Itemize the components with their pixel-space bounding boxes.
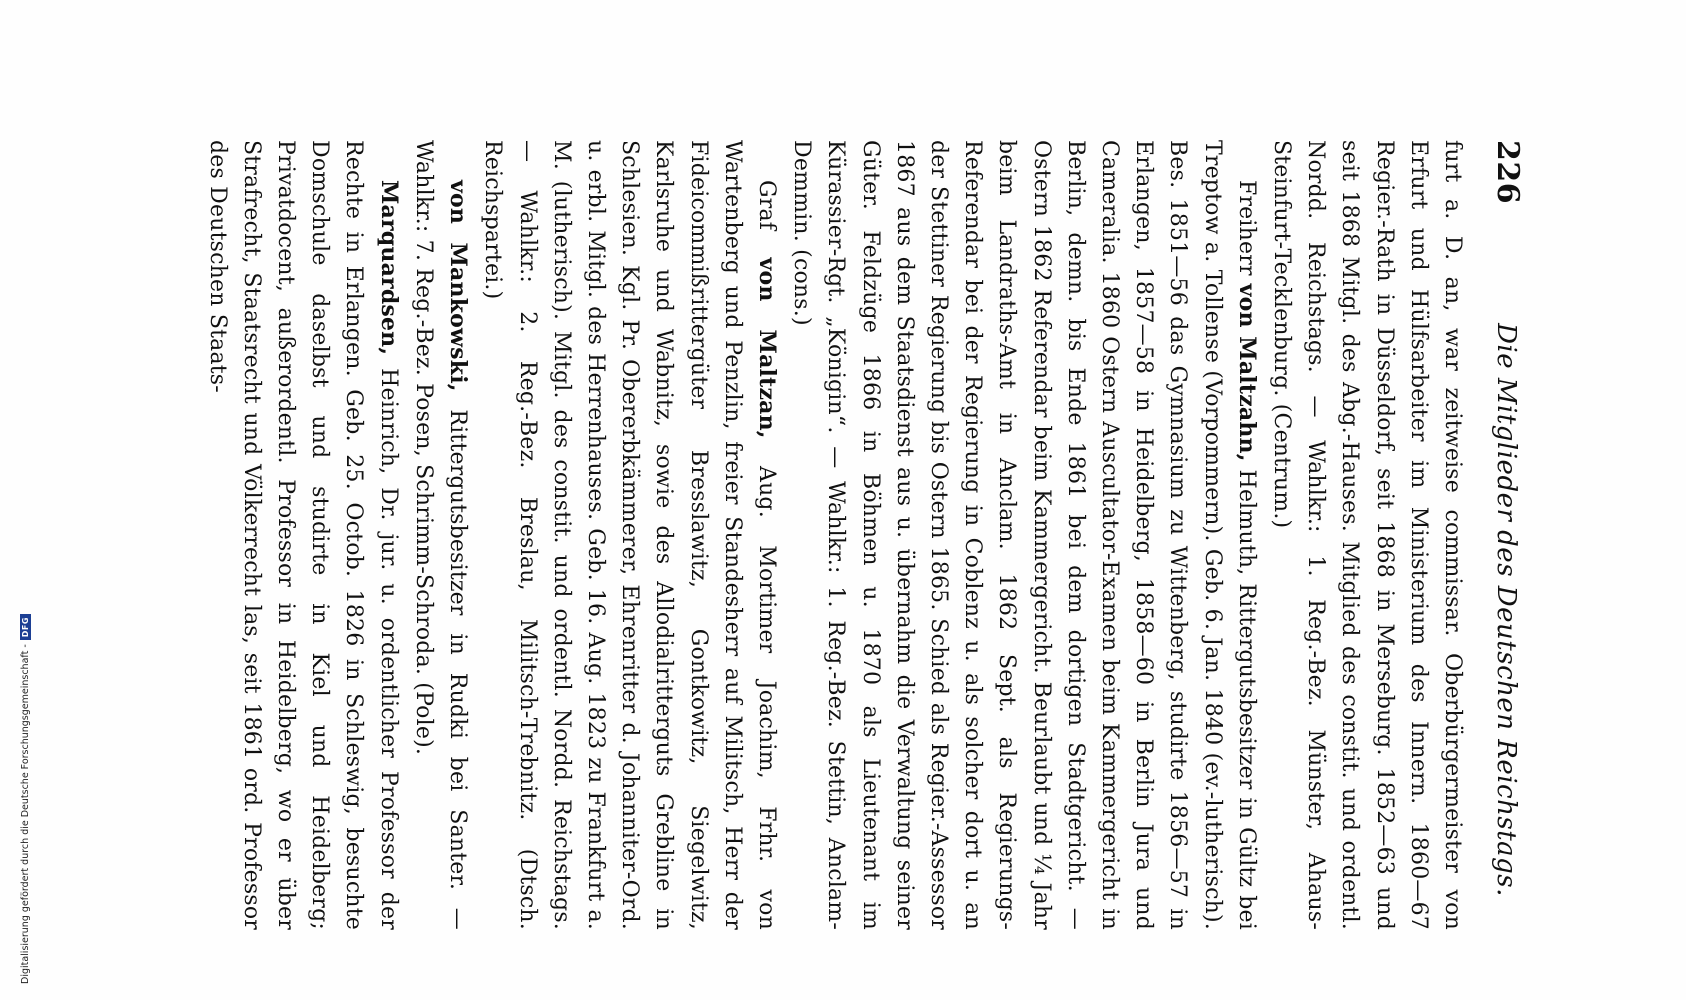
entry-mankowski [406, 140, 475, 930]
dfg-logo: DFG [20, 614, 31, 640]
entry-text: Helmuth, Rittergutsbesitzer in Gültz bei Treptow a. Tollense (Vorpommern). Geb. 6. Jan. 1840 (ev.-lutherisch). Bes. 1851—56 das Gymnasium zu Wittenberg, studirte 1856—57 in Erlangen, 1857—58 in Heidelberg, 1858—60 in Berlin Jura und Cameralia. 1860 Ostern Auscultator-Examen beim Kammergericht in Berlin, demn. bis Ende 1861 bei dem dortigen Stadtgericht. — Ostern 1862 Referendar beim Kammergericht. Beurlaubt und ¼ Jahr beim Landraths-Amt in Anclam. 1862 Sept. als Regierungs-Referendar bei der Regierung in Coblenz u. als solcher dort u. an der Stettiner Regierung bis Ostern 1865. Schied als Regier.-Assessor 1867 aus dem Staatsdienst aus u. übernahm die Verwaltung seiner Güter. Feldzüge 1866 in Böhmen u. 1870 als Lieutenant im Kürassier-Rgt. „Königin“. — Wahlkr.: 1. Reg.-Bez. Stettin, Anclam-Demmin. (cons.) [789, 140, 1259, 930]
entry-name: von Maltzan, [753, 257, 780, 439]
entry-text: Rittergutsbesitzer in Rudki bei Santer. — Wahlkr.: 7. Reg.-Bez. Posen, Schrimm-Schroda. (Pole). [410, 140, 471, 931]
credit-text: Digitalisierung gefördert durch die Deutsche Forschungsgemeinschaft - [20, 644, 31, 984]
rotated-page [204, 100, 1525, 931]
paragraph-continuation [1264, 140, 1469, 930]
entry-prefix: Graf [753, 180, 779, 258]
entry-prefix: Freiherr [1233, 180, 1259, 284]
digitization-credit [20, 614, 31, 984]
entry-text: Aug. Mortimer Joachim, Frhr. von Wartenberg und Penzlin, freier Standesherr auf Militsch, Herr der Fideicommißrittergüter Bresslawitz, Gontkowitz, Siegelwitz, Karlsruhe und Wabnitz, sowie des Allodialritterguts Grebline in Schlesien. Kgl. Pr. Obererbkämmerer, Ehrenritter d. Johanniter-Ord. u. erbl. Mitgl. des Herrenhauses. Geb. 16. Aug. 1823 zu Frankfurt a. M. (lutherisch). Mitgl. des constit. und ordentl. Nordd. Reichstags. — Wahlkr.: 2. Reg.-Bez. Breslau, Militsch-Trebnitz. (Dtsch. Reichspartei.) [480, 140, 779, 931]
paragraph-text: furt a. D. an, war zeitweise commissar. Oberbürgermeister von Erfurt und Hülfsarbeiter im Ministerium des Innern. 1860—67 Regier.-Rath in Düsseldorf, seit 1868 in Merseburg. 1852—63 und seit 1868 Mitgl. des Abg.-Hauses. Mitglied des constit. und ordentl. Nordd. Reichstags. — Wahlkr.: 1. Reg.-Bez. Münster, Ahaus-Steinfurt-Tecklenburg. (Centrum.) [1268, 140, 1465, 930]
entry-name: von Mankowski, [445, 180, 472, 392]
page-number: 226 [1490, 140, 1525, 205]
entry-maltzahn [784, 140, 1264, 930]
entry-name: Marquardsen, [375, 180, 402, 356]
body-text [199, 140, 1469, 930]
running-head: Die Mitglieder des Deutschen Reichstags. [1491, 323, 1521, 897]
entry-maltzan [475, 140, 784, 930]
entry-marquardsen [199, 140, 405, 930]
entry-text: Heinrich, Dr. jur. u. ordentlicher Professor der Rechte in Erlangen. Geb. 25. Octob. 1826 in Schleswig, besuchte Domschule daselbst und studirte in Kiel und Heidelberg; Privatdocent, außerordentl. Professor in Heidelberg, wo er über Strafrecht, Staatsrecht und Völkerrecht las, seit 1861 ord. Professor des Deutschen Staats- [204, 140, 401, 930]
page-header [1479, 140, 1525, 930]
entry-name: von Maltzahn, [1233, 283, 1260, 462]
